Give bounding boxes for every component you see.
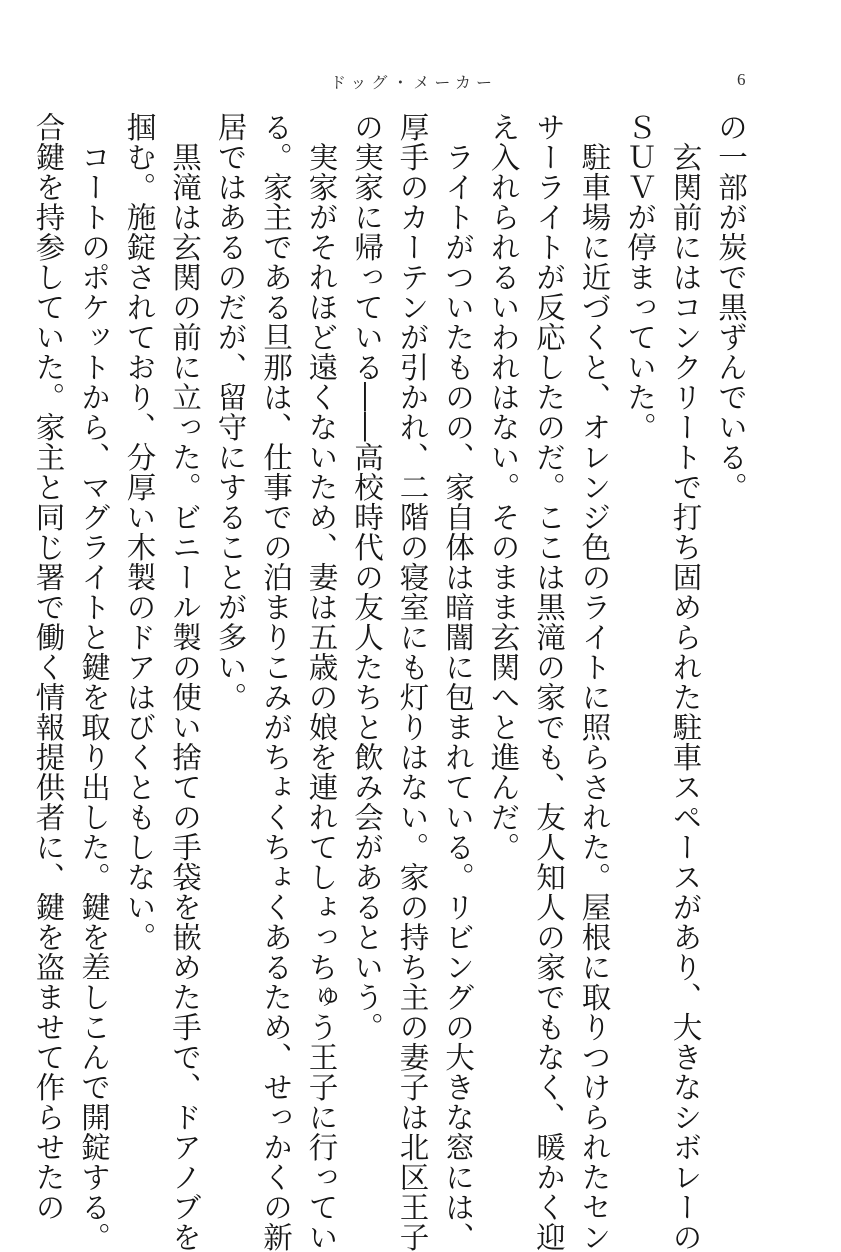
page-number: 6 [737,70,746,89]
book-title: ドッグ・メーカー [330,73,498,92]
text-line: る。家主である旦那は、仕事での泊まりこみがちょくちょくあるため、せっかくの新 [259,112,293,1252]
running-header [0,70,841,100]
text-line: ＳＵＶが停まっていた。 [623,112,657,442]
text-line: 掴む。施錠されており、分厚い木製のドアはびくともしない。 [122,112,157,952]
text-line: 黒滝は玄関の前に立った。ビニール製の使い捨ての手袋を嵌めた手で、ドアノブを [168,112,202,1252]
text-line: サーライトが反応したのだ。ここは黒滝の家でも、友人知人の家でもなく、暖かく迎 [532,112,566,1252]
body-text [25,112,753,1252]
text-line: 厚手のカーテンが引かれ、二階の寝室にも灯りはない。家の持ち主の妻子は北区王子 [395,112,430,1252]
text-line: 合鍵を持参していた。家主と同じ署で働く情報提供者に、鍵を盗ませて作らせたの [31,112,66,1222]
text-line: 駐車場に近づくと、オレンジ色のライトに照らされた。屋根に取りつけられたセン [577,112,612,1252]
text-line: コートのポケットから、マグライトと鍵を取り出した。鍵を差しこんで開錠する。 [77,112,111,1252]
text-line: 居ではあるのだが、留守にすることが多い。 [213,112,248,712]
text-line: の実家に帰っている――高校時代の友人たちと飲み会があるという。 [350,112,384,1042]
text-line: ライトがついたものの、家自体は暗闇に包まれている。リビングの大きな窓には、 [441,112,475,1252]
text-line: え入れられるいわれはない。そのまま玄関へと進んだ。 [486,112,521,862]
text-line: 実家がそれほど遠くないため、妻は五歳の娘を連れてしょっちゅう王子に行ってい [304,112,339,1252]
text-line: の一部が炭で黒ずんでいる。 [714,112,748,502]
text-line: 玄関前にはコンクリートで打ち固められた駐車スペースがあり、大きなシボレーの [668,112,703,1252]
